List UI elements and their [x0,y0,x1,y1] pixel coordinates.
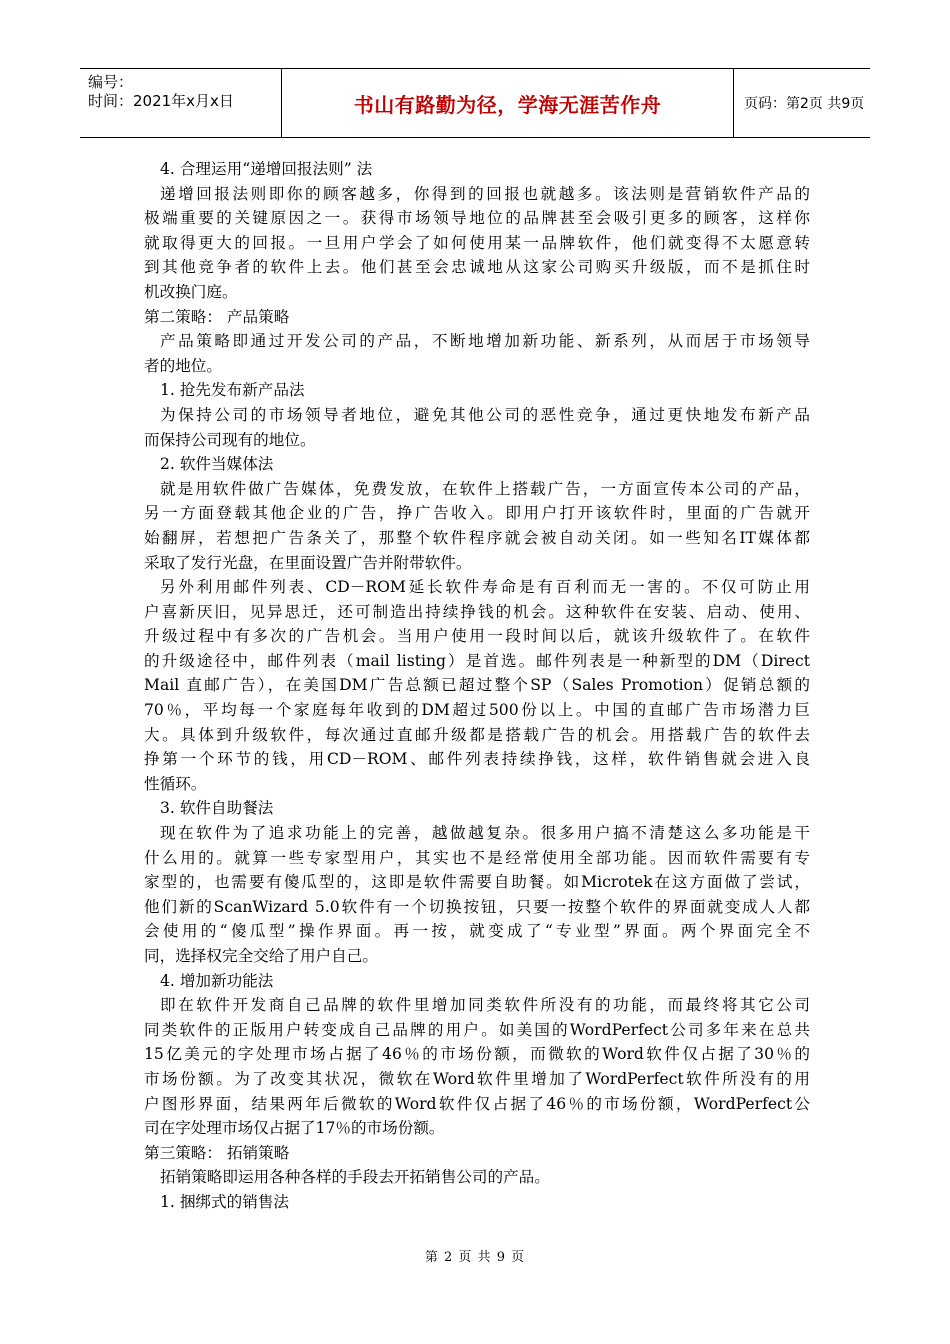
header-info-cell [80,69,282,137]
text-line: 什么用的。就算一些专家型用户，其实也不是经常使用全部功能。因而软件需要有专 [144,848,810,867]
page-header [80,68,870,138]
header-page-cell [734,69,870,137]
text-line: 升级过程中有多次的广告机会。当用户使用一段时间以后，就该升级软件了。在软件 [144,627,810,646]
text-line: 即在软件开发商自己品牌的软件里增加同类软件所没有的功能，而最终将其它公司 [160,996,810,1015]
text-line: 始翻屏，若想把广告条关了，那整个软件程序就会被自动关闭。如一些知名IT媒体都 [144,528,810,547]
text-line: 的升级途径中，邮件列表（mail listing）是首选。邮件列表是一种新型的DM（Direct [144,651,810,670]
text-line: 就取得更大的回报。一旦用户学会了如何使用某一品牌软件，他们就变得不太愿意转 [144,233,810,252]
text-line: 4. 增加新功能法 [160,971,274,990]
header-page-number: 页码：第2页 共9页 [744,96,865,112]
page-footer: 第 2 页 共 9 页 [424,1250,526,1265]
text-line: 同类软件的正版用户转变成自己品牌的用户。如美国的WordPerfect公司多年来在总共 [144,1020,810,1039]
text-line: 性循环。 [144,774,207,793]
header-motto: 书山有路勤为径，学海无涯苦作舟 [353,92,662,117]
text-line: 现在软件为了追求功能上的完善，越做越复杂。很多用户搞不清楚这么多功能是干 [160,824,810,843]
text-line: 第二策略： 产品策略 [144,307,290,326]
text-line: Mail 直邮广告），在美国DM广告总额已超过整个SP（Sales Promotion）促销总额的 [144,676,810,695]
text-line: 为保持公司的市场领导者地位，避免其他公司的恶性竞争，通过更快地发布新产品 [160,405,810,424]
text-line: 4. 合理运用“递增回报法则” 法 [160,160,373,178]
text-line: 15亿美元的字处理市场占据了46％的市场份额，而微软的Word软件仅占据了30％的 [144,1045,810,1064]
text-line: 3. 软件自助餐法 [160,799,274,818]
text-line: 极端重要的关键原因之一。获得市场领导地位的品牌甚至会吸引更多的顾客，这样你 [144,209,810,228]
text-line: 另一方面登载其他企业的广告，挣广告收入。即用户打开该软件时，里面的广告就开 [144,504,810,523]
text-line: 者的地位。 [144,356,222,375]
text-line: 采取了发行光盘，在里面设置广告并附带软件。 [144,553,472,572]
text-line: 2. 软件当媒体法 [160,455,274,474]
text-line: 会使用的“傻瓜型”操作界面。再一按，就变成了“专业型”界面。两个界面完全不 [144,922,810,941]
text-line: 户喜新厌旧，见异思迁，还可制造出持续挣钱的机会。这种软件在安装、启动、使用、 [144,602,810,621]
text-line: 1. 捆绑式的销售法 [160,1192,289,1211]
text-line: 到其他竞争者的软件上去。他们甚至会忠诚地从这家公司购买升级版，而不是抓住时 [144,258,810,277]
text-line: 另外利用邮件列表、CD－ROM延长软件寿命是有百利而无一害的。不仅可防止用 [160,578,810,597]
text-line: 产品策略即通过开发公司的产品，不断地增加新功能、新系列，从而居于市场领导 [160,332,810,351]
text-line: 同，选择权完全交给了用户自己。 [144,947,378,965]
text-line: 大。具体到升级软件，每次通过直邮升级都是搭载广告的机会。用搭载广告的软件去 [144,725,810,744]
text-line: 他们新的ScanWizard 5.0软件有一个切换按钮，只要一按整个软件的界面就变成人人都 [144,897,810,916]
text-line: 就是用软件做广告媒体，免费发放，在软件上搭载广告，一方面宣传本公司的产品， [160,479,810,498]
text-line: 机改换门庭。 [144,282,238,301]
text-line: 递增回报法则即你的顾客越多，你得到的回报也就越多。该法则是营销软件产品的 [160,184,810,203]
text-line: 而保持公司现有的地位。 [144,430,316,449]
date-label: 时间：2021年x月x日 [88,92,234,110]
text-line: 挣第一个环节的钱，用CD－ROM、邮件列表持续挣钱，这样，软件销售就会进入良 [144,750,810,769]
serial-number-label: 编号： [88,73,134,91]
text-line: 户图形界面，结果两年后微软的Word软件仅占据了46％的市场份额，WordPerfect公 [144,1094,810,1113]
text-line: 70％，平均每一个家庭每年收到的DM超过500份以上。中国的直邮广告市场潜力巨 [144,701,810,720]
document-body [144,157,810,1215]
header-motto-cell [282,69,734,137]
text-line: 市场份额。为了改变其状况，微软在Word软件里增加了WordPerfect软件所没有的用 [144,1069,810,1088]
text-line: 拓销策略即运用各种各样的手段去开拓销售公司的产品。 [160,1168,550,1187]
text-line: 司在字处理市场仅占据了17％的市场份额。 [144,1119,445,1138]
text-line: 1. 抢先发布新产品法 [160,381,305,400]
text-line: 第三策略： 拓销策略 [144,1143,290,1162]
text-line: 家型的，也需要有傻瓜型的，这即是软件需要自助餐。如Microtek在这方面做了尝试， [144,873,810,892]
